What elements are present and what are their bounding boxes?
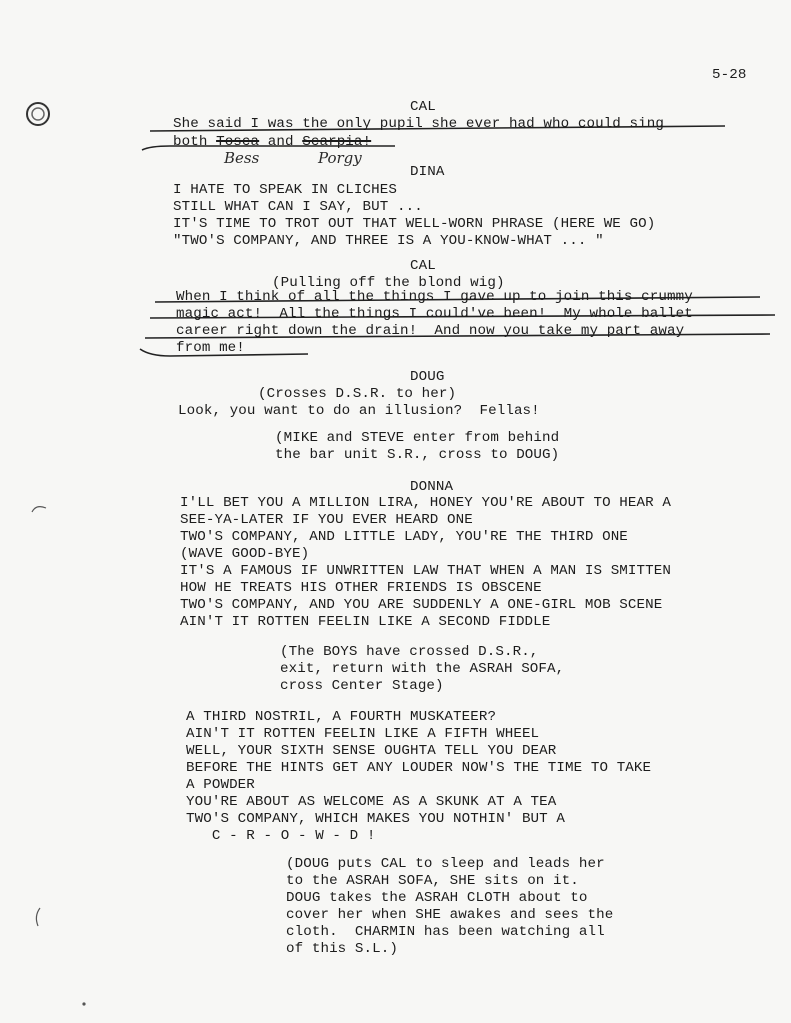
lyric-line: WELL, YOUR SIXTH SENSE OUGHTA TELL YOU DEAR — [186, 743, 557, 759]
margin-dot — [82, 1002, 85, 1005]
lyric-line: IT'S A FAMOUS IF UNWRITTEN LAW THAT WHEN A MAN IS SMITTEN — [180, 563, 671, 579]
lyric-line: TWO'S COMPANY, AND YOU ARE SUDDENLY A ONE-GIRL MOB SCENE — [180, 597, 663, 613]
lyric-line: HOW HE TREATS HIS OTHER FRIENDS IS OBSCENE — [180, 580, 542, 596]
stage-direction: DOUG takes the ASRAH CLOTH about to — [286, 890, 588, 906]
stage-direction: cross Center Stage) — [280, 678, 444, 694]
margin-mark — [32, 507, 46, 512]
stage-direction: (Pulling off the blond wig) — [272, 275, 505, 291]
lyric-line: TWO'S COMPANY, AND LITTLE LADY, YOU'RE THE THIRD ONE — [180, 529, 628, 545]
margin-mark — [36, 908, 40, 926]
speaker-name: DONNA — [410, 479, 454, 495]
lyric-line: YOU'RE ABOUT AS WELCOME AS A SKUNK AT A TEA — [186, 794, 557, 810]
dialogue-line: Look, you want to do an illusion? Fellas! — [178, 403, 540, 419]
lyric-line: STILL WHAT CAN I SAY, BUT ... — [173, 199, 423, 215]
handwritten-correction: Porgy — [318, 149, 362, 167]
lyric-line: SEE-YA-LATER IF YOU EVER HEARD ONE — [180, 512, 473, 528]
handwritten-correction: Bess — [224, 149, 260, 167]
punch-hole-icon — [27, 103, 49, 125]
lyric-line: A THIRD NOSTRIL, A FOURTH MUSKATEER? — [186, 709, 497, 725]
lyric-line: C - R - O - W - D ! — [186, 828, 376, 844]
stage-direction: to the ASRAH SOFA, SHE sits on it. — [286, 873, 579, 889]
page-number: 5-28 — [712, 67, 747, 83]
lyric-line: A POWDER — [186, 777, 255, 793]
lyric-line: AIN'T IT ROTTEN FEELIN LIKE A FIFTH WHEEL — [186, 726, 540, 742]
dialogue-line: When I think of all the things I gave up to join this crummy — [176, 289, 693, 305]
stage-direction: (The BOYS have crossed D.S.R., — [280, 644, 539, 660]
dialogue-line: She said I was the only pupil she ever had who could sing — [173, 116, 664, 132]
speaker-name: DOUG — [410, 369, 445, 385]
lyric-line: "TWO'S COMPANY, AND THREE IS A YOU-KNOW-WHAT ... " — [173, 233, 604, 249]
lyric-line: I'LL BET YOU A MILLION LIRA, HONEY YOU'RE ABOUT TO HEAR A — [180, 495, 671, 511]
dialogue-line-edited: both Tosca and Scarpia! — [173, 134, 372, 150]
lyric-line: AIN'T IT ROTTEN FEELIN LIKE A SECOND FIDDLE — [180, 614, 551, 630]
dialogue-line: magic act! All the things I could've been! My whole ballet — [176, 306, 693, 322]
speaker-name: DINA — [410, 164, 445, 180]
stage-direction: the bar unit S.R., cross to DOUG) — [275, 447, 560, 463]
lyric-line: (WAVE GOOD-BYE) — [180, 546, 310, 562]
stage-direction: of this S.L.) — [286, 941, 398, 957]
lyric-line: I HATE TO SPEAK IN CLICHES — [173, 182, 397, 198]
speaker-name: CAL — [410, 99, 436, 115]
lyric-line: TWO'S COMPANY, WHICH MAKES YOU NOTHIN' BUT A — [186, 811, 566, 827]
stage-direction: cover her when SHE awakes and sees the — [286, 907, 614, 923]
stage-direction: exit, return with the ASRAH SOFA, — [280, 661, 565, 677]
lyric-line: IT'S TIME TO TROT OUT THAT WELL-WORN PHRASE (HERE WE GO) — [173, 216, 656, 232]
stage-direction: (Crosses D.S.R. to her) — [258, 386, 457, 402]
lyric-line: BEFORE THE HINTS GET ANY LOUDER NOW'S THE TIME TO TAKE — [186, 760, 652, 776]
speaker-name: CAL — [410, 258, 436, 274]
stage-direction: (DOUG puts CAL to sleep and leads her — [286, 856, 605, 872]
dialogue-line: from me! — [176, 340, 245, 356]
stage-direction: (MIKE and STEVE enter from behind — [275, 430, 560, 446]
stage-direction: cloth. CHARMIN has been watching all — [286, 924, 605, 940]
dialogue-line: career right down the drain! And now you take my part away — [176, 323, 685, 339]
